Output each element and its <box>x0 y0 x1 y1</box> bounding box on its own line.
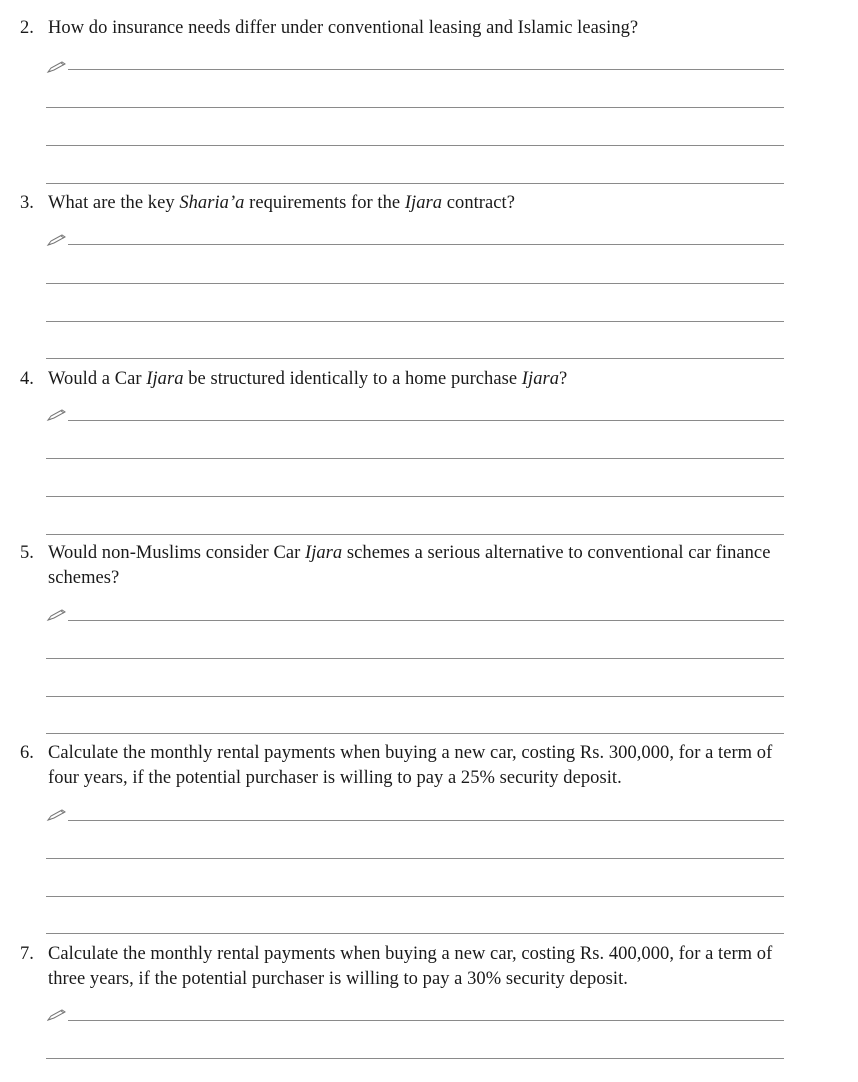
question-text-part: How do insurance needs differ under conventional leasing and Islamic leasing? <box>48 18 639 38</box>
answer-line[interactable] <box>46 1058 784 1059</box>
question-2 <box>20 16 788 41</box>
question-number: 4. <box>20 369 34 389</box>
question-text-part: Calculate the monthly rental payments when buying a new car, costing Rs. 300,000, for a term of four years, if the potential purchaser is willing to pay a 25% security deposit. <box>48 743 773 788</box>
question-text-part: Calculate the monthly rental payments when buying a new car, costing Rs. 400,000, for a term of three years, if the potential purchaser is willing to pay a 30% security deposit. <box>48 944 773 989</box>
question-6 <box>20 741 788 791</box>
answer-line[interactable] <box>46 358 784 359</box>
answer-line[interactable] <box>68 1020 784 1021</box>
pencil-icon <box>46 808 68 822</box>
question-text-part-italic: Ijara <box>404 193 443 213</box>
answer-line[interactable] <box>46 733 784 734</box>
question-text-part: ? <box>559 369 568 389</box>
question-text <box>20 16 788 41</box>
answer-line[interactable] <box>46 458 784 459</box>
answer-line[interactable] <box>46 496 784 497</box>
question-text-part-italic: Ijara <box>304 543 343 563</box>
question-text-part-italic: Sharia’a <box>179 193 245 213</box>
pencil-icon <box>46 408 68 422</box>
question-number: 6. <box>20 743 34 763</box>
question-text <box>20 942 788 992</box>
answer-line[interactable] <box>46 858 784 859</box>
question-text-part-italic: Ijara <box>521 369 560 389</box>
question-text-part: What are the key <box>48 193 180 213</box>
pencil-icon <box>46 1008 68 1022</box>
answer-line[interactable] <box>46 183 784 184</box>
question-text-part-italic: Ijara <box>146 369 184 389</box>
question-3 <box>20 191 788 216</box>
answer-line[interactable] <box>68 244 784 245</box>
question-number: 5. <box>20 543 34 563</box>
question-text <box>20 541 788 591</box>
question-text-part: contract? <box>442 193 515 213</box>
answer-line[interactable] <box>46 933 784 934</box>
question-text <box>20 367 788 392</box>
answer-line[interactable] <box>68 69 784 70</box>
question-number: 7. <box>20 944 34 964</box>
question-text-part: schemes a serious alternative to conventional car finance schemes? <box>48 543 771 588</box>
answer-line[interactable] <box>46 658 784 659</box>
question-text <box>20 191 788 216</box>
answer-line[interactable] <box>46 696 784 697</box>
question-text <box>20 741 788 791</box>
pencil-icon <box>46 60 68 74</box>
question-5 <box>20 541 788 591</box>
answer-line[interactable] <box>46 321 784 322</box>
question-4 <box>20 367 788 392</box>
question-text-part: be structured identically to a home purchase <box>183 369 522 389</box>
answer-line[interactable] <box>68 620 784 621</box>
answer-line[interactable] <box>46 534 784 535</box>
pencil-icon <box>46 233 68 247</box>
answer-line[interactable] <box>68 820 784 821</box>
answer-line[interactable] <box>46 145 784 146</box>
answer-line[interactable] <box>46 107 784 108</box>
question-text-part: Would non-Muslims consider Car <box>48 543 305 563</box>
question-text-part: Would a Car <box>48 369 147 389</box>
question-text-part: requirements for the <box>244 193 405 213</box>
answer-line[interactable] <box>46 896 784 897</box>
question-number: 3. <box>20 193 34 213</box>
pencil-icon <box>46 608 68 622</box>
answer-line[interactable] <box>46 283 784 284</box>
question-7 <box>20 942 788 992</box>
question-number: 2. <box>20 18 34 38</box>
answer-line[interactable] <box>68 420 784 421</box>
